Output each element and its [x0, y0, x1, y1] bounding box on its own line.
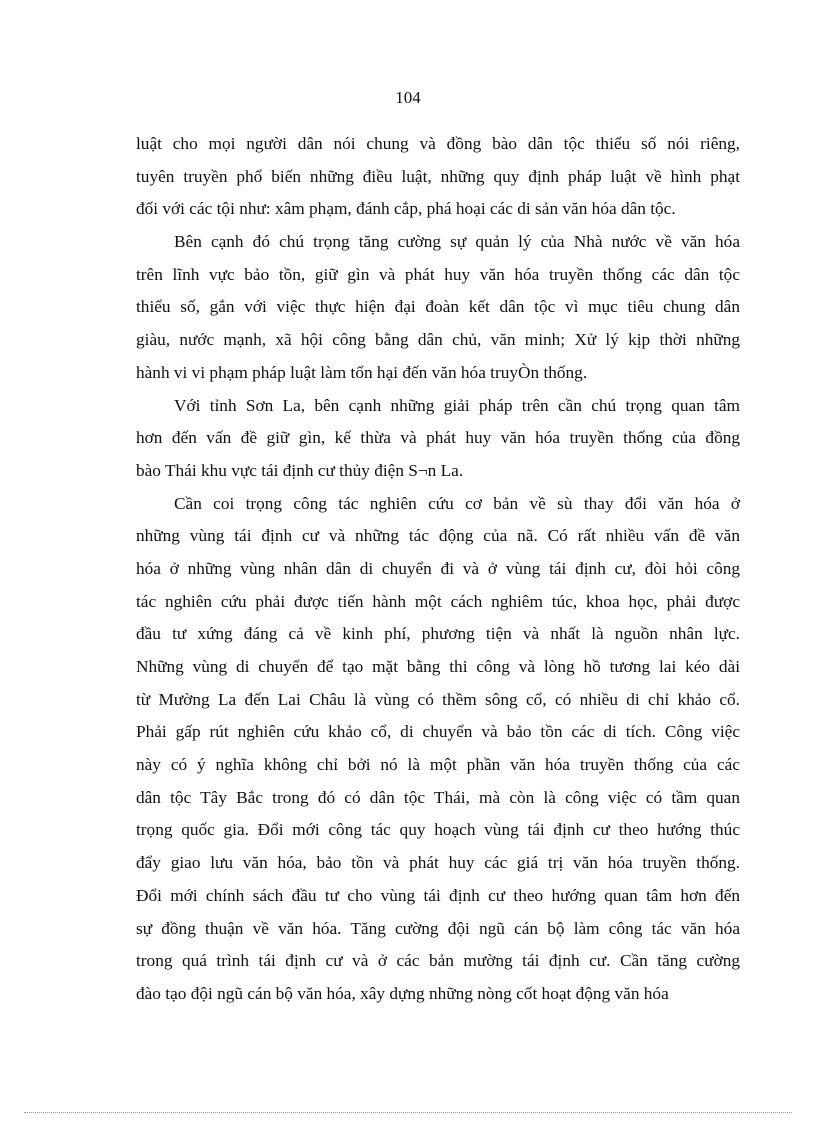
text-line: từ Mường La đến Lai Châu là vùng có thềm sông cổ, có nhiều di chỉ khảo cổ. [136, 689, 740, 709]
text-line: Cần coi trọng công tác nghiên cứu cơ bản về sù thay đổi văn hóa ở [174, 493, 740, 513]
text-line: dân tộc Tây Bắc trong đó có dân tộc Thái, mà còn là công việc có tầm quan [136, 787, 740, 807]
page-number: 104 [395, 88, 421, 107]
body-text [136, 128, 740, 1011]
text-line: trọng quốc gia. Đổi mới công tác quy hoạch vùng tái định cư theo hướng thúc [136, 820, 740, 840]
text-line: luật cho mọi người dân nói chung và đồng bào dân tộc thiểu số nói riêng, [136, 134, 740, 153]
text-line: hóa ở những vùng nhân dân di chuyển đi và ở vùng tái định cư, đòi hỏi công [136, 558, 740, 578]
text-line: những vùng tái định cư và những tác động của nã. Có rất nhiều vấn đề văn [136, 526, 740, 546]
text-line: đầu tư xứng đáng cả về kinh phí, phương tiện và nhất là nguồn nhân lực. [136, 624, 740, 644]
text-line: thiểu số, gắn với việc thực hiện đại đoàn kết dân tộc vì mục tiêu chung dân [136, 297, 740, 317]
text-line: đối với các tội như: xâm phạm, đánh cắp, phá hoại các di sản văn hóa dân tộc. [136, 199, 676, 219]
text-line: tuyên truyền phổ biến những điều luật, những quy định pháp luật về hình phạt [136, 166, 740, 186]
text-line: Phải gấp rút nghiên cứu khảo cổ, di chuyển và bảo tồn các di tích. Công việc [136, 722, 740, 742]
text-line: này có ý nghĩa không chỉ bởi nó là một phần văn hóa truyền thống của các [136, 755, 740, 775]
footer-divider [24, 1112, 792, 1113]
text-line: trong quá trình tái định cư và ở các bản mường tái định cư. Cần tăng cường [136, 951, 740, 971]
text-line: sự đồng thuận về văn hóa. Tăng cường đội ngũ cán bộ làm công tác văn hóa [136, 918, 740, 938]
text-line: hơn đến vấn đề giữ gìn, kế thừa và phát huy văn hóa truyền thống của đồng [136, 428, 740, 448]
text-line: Với tỉnh Sơn La, bên cạnh những giải pháp trên cần chú trọng quan tâm [174, 395, 740, 415]
text-line: Những vùng di chuyển để tạo mặt bằng thi công và lòng hồ tương lai kéo dài [136, 657, 740, 676]
text-line: đào tạo đội ngũ cán bộ văn hóa, xây dựng những nòng cốt hoạt động văn hóa [136, 983, 669, 1003]
text-line: Đổi mới chính sách đầu tư cho vùng tái định cư theo hướng quan tâm hơn đến [136, 885, 740, 905]
text-line: bào Thái khu vực tái định cư thủy điện S¬n La. [136, 460, 464, 480]
text-line: Bên cạnh đó chú trọng tăng cường sự quản lý của Nhà nước về văn hóa [174, 232, 740, 252]
text-line: hành vi vi phạm pháp luật làm tổn hại đến văn hóa truyÒn thống. [136, 362, 588, 382]
text-line: đẩy giao lưu văn hóa, bảo tồn và phát huy các giá trị văn hóa truyền thống. [136, 853, 740, 873]
text-line: tác nghiên cứu phải được tiến hành một cách nghiêm túc, khoa học, phải được [136, 591, 740, 611]
text-line: trên lĩnh vực bảo tồn, giữ gìn và phát huy văn hóa truyền thống các dân tộc [136, 264, 740, 284]
text-line: giàu, nước mạnh, xã hội công bằng dân chủ, văn minh; Xử lý kịp thời những [136, 330, 740, 350]
